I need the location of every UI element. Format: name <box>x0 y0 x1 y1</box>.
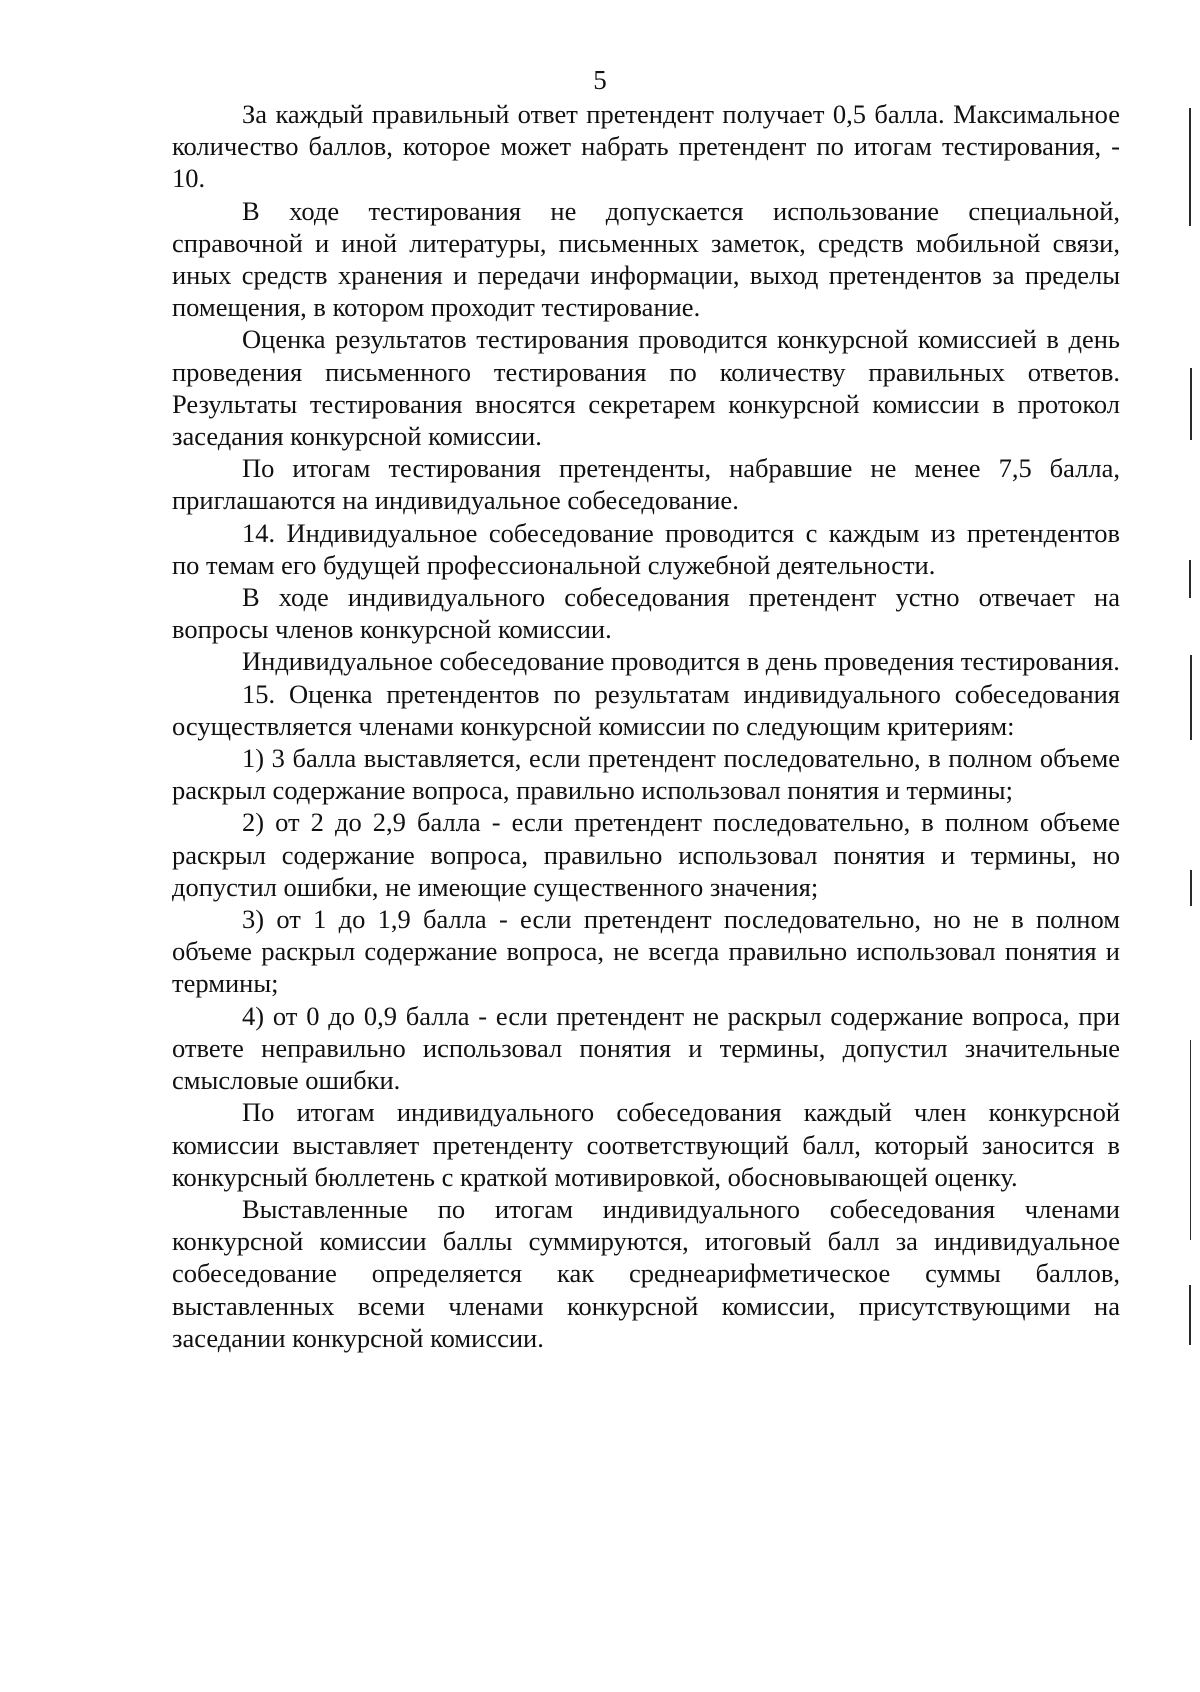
paragraph-item-15: 15. Оценка претендентов по результатам индивидуального собеседования осуществляется членами конкурсной комиссии по следующим критериям: <box>172 678 1120 741</box>
scan-artifact-line <box>1189 108 1191 226</box>
paragraph-interview-day: Индивидуальное собеседование проводится в день проведения тестирования. <box>242 646 1120 677</box>
paragraph-ballot: По итогам индивидуального собеседования каждый член конкурсной комиссии выставляет претенденту соответствующий балл, который заносится в конкурсный бюллетень с краткой мотивировкой, обосновывающей оценку. <box>172 1097 1120 1192</box>
criterion-4: 4) от 0 до 0,9 балла - если претендент не раскрыл содержание вопроса, при ответе неправильно использовал понятия и термины, допустил значительные смысловые ошибки. <box>172 1000 1120 1096</box>
criterion-3: 3) от 1 до 1,9 балла - если претендент последовательно, но не в полном объеме раскрыл содержание вопроса, не всегда правильно использовал понятия и термины; <box>172 904 1120 999</box>
paragraph-interview-answers: В ходе индивидуального собеседования претендент устно отвечает на вопросы членов конкурсной комиссии. <box>172 582 1120 645</box>
scan-artifact-line <box>1189 560 1191 598</box>
criterion-2: 2) от 2 до 2,9 балла - если претендент последовательно, в полном объеме раскрыл содержание вопроса, правильно использовал понятия и термины, но допустил ошибки, не имеющие существенного значения; <box>172 807 1120 902</box>
document-body <box>172 98 1120 1354</box>
scan-artifact-line <box>1190 655 1192 740</box>
scan-artifact-line <box>1190 870 1192 906</box>
scan-artifact-line <box>1190 368 1192 440</box>
paragraph-item-14: 14. Индивидуальное собеседование проводится с каждым из претендентов по темам его будущей профессиональной служебной деятельности. <box>172 517 1120 580</box>
paragraph-results-evaluation: Оценка результатов тестирования проводится конкурсной комиссией в день проведения письменного тестирования по количеству правильных ответов. Результаты тестирования вносятся секретарем конкурсной комиссии в протокол заседания конкурсной комиссии. <box>172 324 1120 452</box>
paragraph-interview-invitation: По итогам тестирования претенденты, набравшие не менее 7,5 балла, приглашаются на индивидуальное собеседование. <box>172 453 1120 516</box>
paragraph-testing-rules: В ходе тестирования не допускается использование специальной, справочной и иной литературы, письменных заметок, средств мобильной связи, иных средств хранения и передачи информации, выход претендентов за пределы помещения, в котором проходит тестирование. <box>172 195 1120 323</box>
page-number: 5 <box>593 65 607 95</box>
scan-artifact-line <box>1190 1040 1191 1240</box>
scan-artifact-line <box>1189 1285 1191 1345</box>
criterion-1: 1) 3 балла выставляется, если претендент последовательно, в полном объеме раскрыл содержание вопроса, правильно использовал понятия и термины; <box>172 743 1120 806</box>
paragraph-final-score: Выставленные по итогам индивидуального собеседования членами конкурсной комиссии баллы суммируются, итоговый балл за индивидуальное собеседование определяется как среднеарифметическое суммы баллов, выставленных всеми членами конкурсной комиссии, присутствующими на заседании конкурсной комиссии. <box>172 1193 1120 1353</box>
paragraph-scoring: За каждый правильный ответ претендент получает 0,5 балла. Максимальное количество баллов, которое может набрать претендент по итогам тестирования, - 10. <box>172 99 1120 194</box>
